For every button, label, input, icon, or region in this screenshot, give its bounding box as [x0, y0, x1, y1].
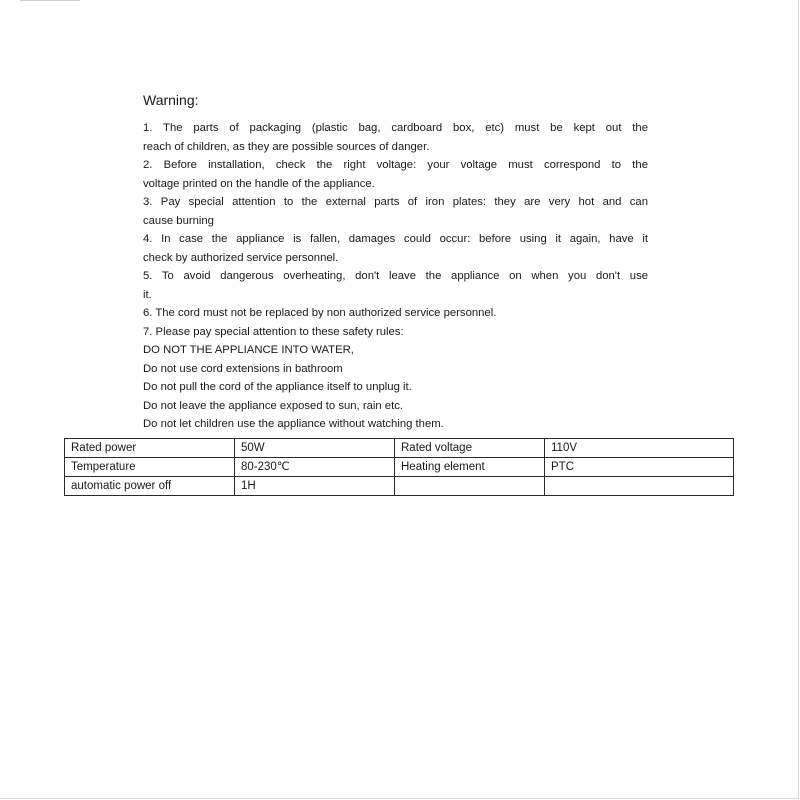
table-row — [65, 439, 734, 458]
warning-line: 7. Please pay special attention to these safety rules: — [143, 325, 404, 338]
spec-label: Rated voltage — [395, 439, 545, 458]
spec-label: automatic power off — [65, 477, 235, 496]
safety-rule: DO NOT THE APPLIANCE INTO WATER, — [143, 344, 354, 356]
warning-line: it. — [143, 288, 152, 301]
spec-value: 1H — [235, 477, 395, 496]
warning-line: check by authorized service personnel. — [143, 251, 339, 264]
warning-line: 6. The cord must not be replaced by non authorized service personnel. — [143, 307, 497, 319]
spec-value: PTC — [545, 458, 734, 477]
empty-cell — [395, 477, 545, 496]
safety-rule: Do not pull the cord of the appliance itself to unplug it. — [143, 381, 412, 393]
spec-table — [64, 438, 734, 496]
spec-label: Temperature — [65, 458, 235, 477]
spec-value: 110V — [545, 439, 734, 458]
table-row — [65, 477, 734, 496]
safety-rule: Do not let children use the appliance without watching them. — [143, 418, 444, 430]
safety-rule: Do not use cord extensions in bathroom — [143, 362, 343, 375]
scan-edge-mark — [20, 0, 80, 1]
warning-line: reach of children, as they are possible sources of danger. — [143, 140, 430, 153]
warning-line: 5. To avoid dangerous overheating, don't leave the appliance on when you don't use — [143, 270, 648, 282]
warning-title: Warning: — [143, 92, 199, 108]
warning-line: 2. Before installation, check the right voltage: your voltage must correspond to the — [143, 159, 648, 171]
spec-label: Rated power — [65, 439, 235, 458]
warning-line: voltage printed on the handle of the appliance. — [143, 177, 375, 190]
warning-line: cause burning — [143, 214, 214, 227]
spec-label: Heating element — [395, 458, 545, 477]
warning-line: 4. In case the appliance is fallen, damages could occur: before using it again, have it — [143, 233, 648, 245]
warning-line: 1. The parts of packaging (plastic bag, cardboard box, etc) must be kept out the — [143, 122, 648, 134]
empty-cell — [545, 477, 734, 496]
warning-section — [143, 90, 648, 434]
table-row — [65, 458, 734, 477]
spec-value: 50W — [235, 439, 395, 458]
safety-rule: Do not leave the appliance exposed to sun, rain etc. — [143, 399, 403, 412]
warning-line: 3. Pay special attention to the external parts of iron plates: they are very hot and can — [143, 196, 648, 208]
spec-value: 80-230℃ — [235, 458, 395, 477]
